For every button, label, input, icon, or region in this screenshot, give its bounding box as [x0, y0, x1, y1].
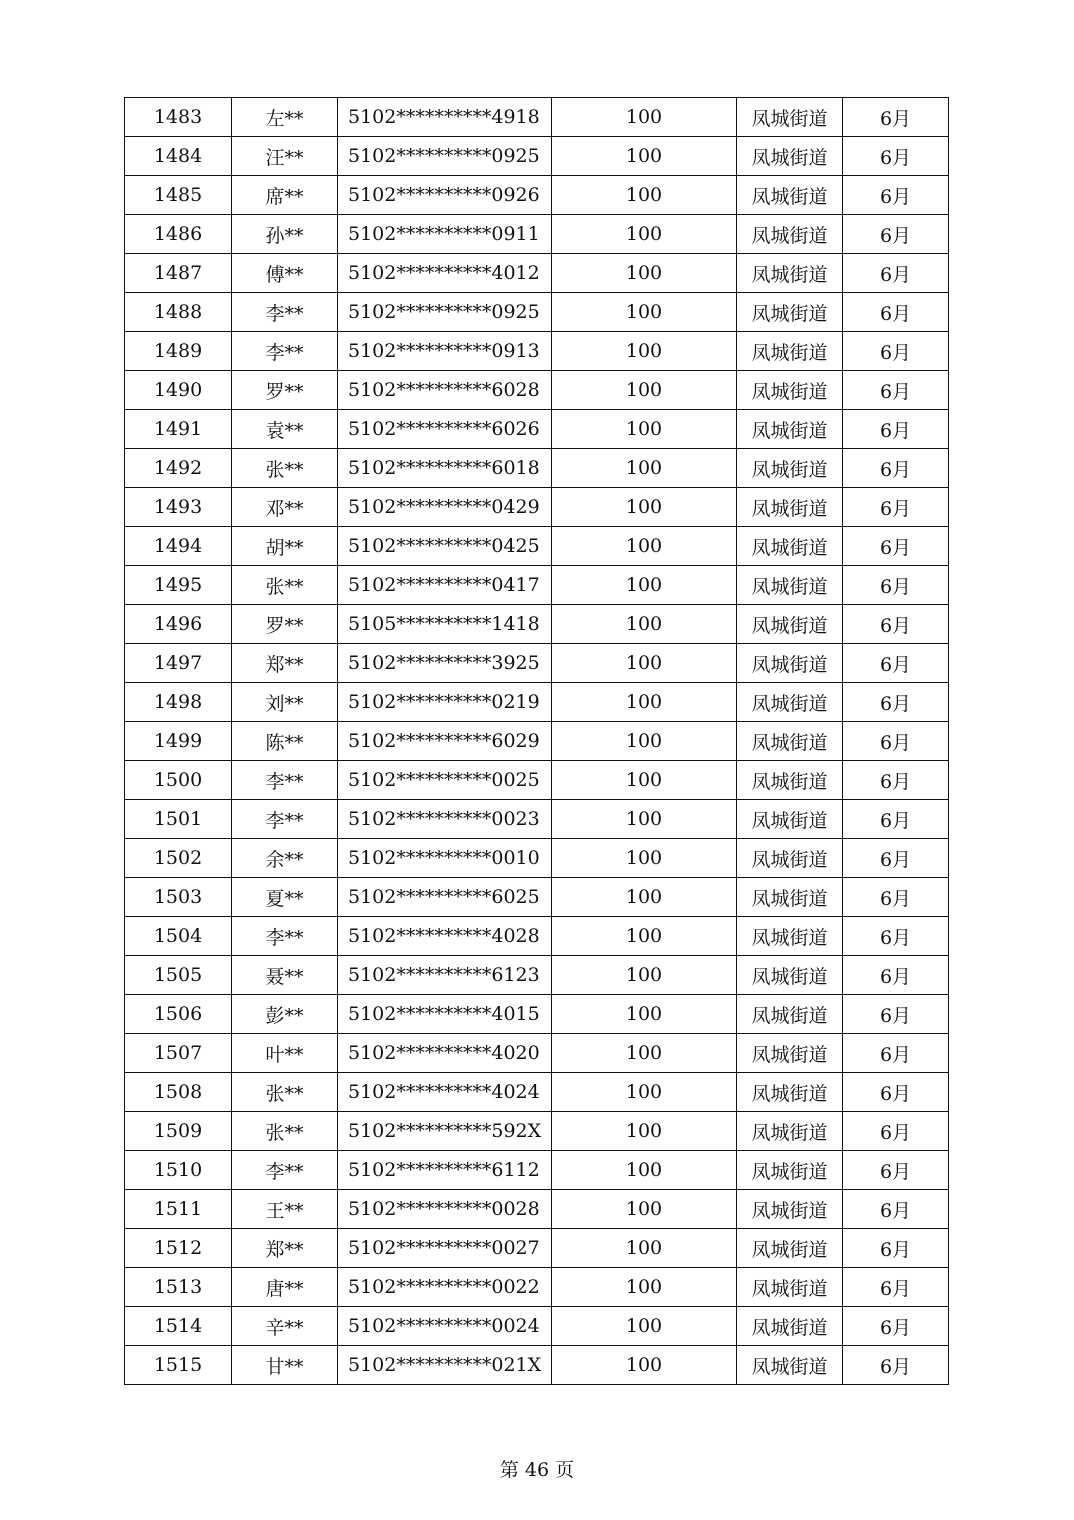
table-row [125, 176, 949, 215]
month-cell: 6月 [843, 254, 949, 293]
table-row [125, 644, 949, 683]
month-cell: 6月 [843, 371, 949, 410]
table-row [125, 449, 949, 488]
person-name-cell: 叶** [232, 1034, 338, 1073]
street-cell: 凤城街道 [737, 371, 843, 410]
row-number-cell: 1494 [125, 527, 232, 566]
id-number-cell: 5102**********0023 [338, 800, 552, 839]
person-name-cell: 夏** [232, 878, 338, 917]
street-cell: 凤城街道 [737, 1112, 843, 1151]
row-number-cell: 1490 [125, 371, 232, 410]
street-cell: 凤城街道 [737, 566, 843, 605]
person-name-cell: 傅** [232, 254, 338, 293]
table-row [125, 1073, 949, 1112]
id-number-cell: 5102**********0010 [338, 839, 552, 878]
street-cell: 凤城街道 [737, 1307, 843, 1346]
row-number-cell: 1507 [125, 1034, 232, 1073]
street-cell: 凤城街道 [737, 1151, 843, 1190]
month-cell: 6月 [843, 1073, 949, 1112]
amount-cell: 100 [552, 215, 737, 254]
month-cell: 6月 [843, 410, 949, 449]
row-number-cell: 1503 [125, 878, 232, 917]
table-row [125, 488, 949, 527]
id-number-cell: 5102**********4015 [338, 995, 552, 1034]
month-cell: 6月 [843, 605, 949, 644]
id-number-cell: 5102**********4012 [338, 254, 552, 293]
amount-cell: 100 [552, 293, 737, 332]
month-cell: 6月 [843, 1190, 949, 1229]
month-cell: 6月 [843, 644, 949, 683]
month-cell: 6月 [843, 1151, 949, 1190]
month-cell: 6月 [843, 917, 949, 956]
month-cell: 6月 [843, 800, 949, 839]
amount-cell: 100 [552, 371, 737, 410]
person-name-cell: 甘** [232, 1346, 338, 1385]
row-number-cell: 1509 [125, 1112, 232, 1151]
row-number-cell: 1484 [125, 137, 232, 176]
person-name-cell: 胡** [232, 527, 338, 566]
street-cell: 凤城街道 [737, 761, 843, 800]
month-cell: 6月 [843, 1229, 949, 1268]
street-cell: 凤城街道 [737, 605, 843, 644]
id-number-cell: 5102**********0025 [338, 761, 552, 800]
month-cell: 6月 [843, 137, 949, 176]
street-cell: 凤城街道 [737, 839, 843, 878]
table-row [125, 956, 949, 995]
id-number-cell: 5102**********0429 [338, 488, 552, 527]
amount-cell: 100 [552, 956, 737, 995]
person-name-cell: 席** [232, 176, 338, 215]
amount-cell: 100 [552, 1190, 737, 1229]
row-number-cell: 1495 [125, 566, 232, 605]
month-cell: 6月 [843, 1034, 949, 1073]
row-number-cell: 1514 [125, 1307, 232, 1346]
row-number-cell: 1504 [125, 917, 232, 956]
row-number-cell: 1513 [125, 1268, 232, 1307]
amount-cell: 100 [552, 410, 737, 449]
street-cell: 凤城街道 [737, 1073, 843, 1112]
month-cell: 6月 [843, 293, 949, 332]
table-row [125, 1346, 949, 1385]
person-name-cell: 郑** [232, 644, 338, 683]
table-row [125, 137, 949, 176]
person-name-cell: 陈** [232, 722, 338, 761]
amount-cell: 100 [552, 254, 737, 293]
row-number-cell: 1491 [125, 410, 232, 449]
person-name-cell: 孙** [232, 215, 338, 254]
person-name-cell: 李** [232, 800, 338, 839]
amount-cell: 100 [552, 527, 737, 566]
row-number-cell: 1498 [125, 683, 232, 722]
month-cell: 6月 [843, 1346, 949, 1385]
table-row [125, 722, 949, 761]
id-number-cell: 5102**********0417 [338, 566, 552, 605]
id-number-cell: 5102**********4024 [338, 1073, 552, 1112]
id-number-cell: 5102**********0028 [338, 1190, 552, 1229]
table-row [125, 566, 949, 605]
data-table [124, 97, 949, 1385]
month-cell: 6月 [843, 722, 949, 761]
amount-cell: 100 [552, 605, 737, 644]
amount-cell: 100 [552, 332, 737, 371]
id-number-cell: 5102**********0022 [338, 1268, 552, 1307]
table-row [125, 410, 949, 449]
street-cell: 凤城街道 [737, 956, 843, 995]
amount-cell: 100 [552, 917, 737, 956]
month-cell: 6月 [843, 761, 949, 800]
street-cell: 凤城街道 [737, 1190, 843, 1229]
table-row [125, 98, 949, 137]
person-name-cell: 张** [232, 1073, 338, 1112]
table-row [125, 800, 949, 839]
id-number-cell: 5102**********0925 [338, 137, 552, 176]
month-cell: 6月 [843, 1268, 949, 1307]
amount-cell: 100 [552, 995, 737, 1034]
id-number-cell: 5105**********1418 [338, 605, 552, 644]
street-cell: 凤城街道 [737, 215, 843, 254]
month-cell: 6月 [843, 956, 949, 995]
id-number-cell: 5102**********021X [338, 1346, 552, 1385]
table-row [125, 371, 949, 410]
table-row [125, 683, 949, 722]
amount-cell: 100 [552, 449, 737, 488]
row-number-cell: 1497 [125, 644, 232, 683]
person-name-cell: 张** [232, 566, 338, 605]
row-number-cell: 1483 [125, 98, 232, 137]
street-cell: 凤城街道 [737, 995, 843, 1034]
street-cell: 凤城街道 [737, 1346, 843, 1385]
id-number-cell: 5102**********3925 [338, 644, 552, 683]
table-row [125, 917, 949, 956]
person-name-cell: 罗** [232, 371, 338, 410]
row-number-cell: 1496 [125, 605, 232, 644]
table-row [125, 1229, 949, 1268]
person-name-cell: 李** [232, 1151, 338, 1190]
id-number-cell: 5102**********6123 [338, 956, 552, 995]
person-name-cell: 袁** [232, 410, 338, 449]
row-number-cell: 1508 [125, 1073, 232, 1112]
amount-cell: 100 [552, 1112, 737, 1151]
table-row [125, 293, 949, 332]
person-name-cell: 李** [232, 293, 338, 332]
row-number-cell: 1501 [125, 800, 232, 839]
table-row [125, 215, 949, 254]
id-number-cell: 5102**********6112 [338, 1151, 552, 1190]
amount-cell: 100 [552, 800, 737, 839]
amount-cell: 100 [552, 137, 737, 176]
id-number-cell: 5102**********0911 [338, 215, 552, 254]
row-number-cell: 1506 [125, 995, 232, 1034]
id-number-cell: 5102**********0027 [338, 1229, 552, 1268]
id-number-cell: 5102**********6025 [338, 878, 552, 917]
person-name-cell: 唐** [232, 1268, 338, 1307]
id-number-cell: 5102**********4028 [338, 917, 552, 956]
month-cell: 6月 [843, 176, 949, 215]
amount-cell: 100 [552, 488, 737, 527]
table-row [125, 1268, 949, 1307]
month-cell: 6月 [843, 449, 949, 488]
person-name-cell: 余** [232, 839, 338, 878]
table-row [125, 761, 949, 800]
amount-cell: 100 [552, 98, 737, 137]
id-number-cell: 5102**********592X [338, 1112, 552, 1151]
row-number-cell: 1515 [125, 1346, 232, 1385]
month-cell: 6月 [843, 878, 949, 917]
month-cell: 6月 [843, 995, 949, 1034]
row-number-cell: 1502 [125, 839, 232, 878]
amount-cell: 100 [552, 566, 737, 605]
id-number-cell: 5102**********6018 [338, 449, 552, 488]
table-row [125, 254, 949, 293]
id-number-cell: 5102**********0926 [338, 176, 552, 215]
street-cell: 凤城街道 [737, 683, 843, 722]
person-name-cell: 张** [232, 1112, 338, 1151]
street-cell: 凤城街道 [737, 1229, 843, 1268]
table-row [125, 839, 949, 878]
amount-cell: 100 [552, 176, 737, 215]
table-body [125, 98, 949, 1385]
amount-cell: 100 [552, 839, 737, 878]
amount-cell: 100 [552, 1229, 737, 1268]
id-number-cell: 5102**********0425 [338, 527, 552, 566]
table-row [125, 878, 949, 917]
id-number-cell: 5102**********0913 [338, 332, 552, 371]
person-name-cell: 王** [232, 1190, 338, 1229]
row-number-cell: 1486 [125, 215, 232, 254]
month-cell: 6月 [843, 332, 949, 371]
row-number-cell: 1499 [125, 722, 232, 761]
street-cell: 凤城街道 [737, 254, 843, 293]
row-number-cell: 1488 [125, 293, 232, 332]
street-cell: 凤城街道 [737, 488, 843, 527]
street-cell: 凤城街道 [737, 800, 843, 839]
amount-cell: 100 [552, 644, 737, 683]
amount-cell: 100 [552, 878, 737, 917]
amount-cell: 100 [552, 1346, 737, 1385]
table-row [125, 332, 949, 371]
street-cell: 凤城街道 [737, 410, 843, 449]
amount-cell: 100 [552, 1151, 737, 1190]
row-number-cell: 1505 [125, 956, 232, 995]
table-row [125, 1034, 949, 1073]
amount-cell: 100 [552, 761, 737, 800]
amount-cell: 100 [552, 722, 737, 761]
street-cell: 凤城街道 [737, 917, 843, 956]
street-cell: 凤城街道 [737, 878, 843, 917]
street-cell: 凤城街道 [737, 98, 843, 137]
id-number-cell: 5102**********0925 [338, 293, 552, 332]
person-name-cell: 李** [232, 917, 338, 956]
person-name-cell: 辛** [232, 1307, 338, 1346]
row-number-cell: 1485 [125, 176, 232, 215]
table-row [125, 995, 949, 1034]
amount-cell: 100 [552, 1307, 737, 1346]
person-name-cell: 李** [232, 332, 338, 371]
person-name-cell: 左** [232, 98, 338, 137]
row-number-cell: 1493 [125, 488, 232, 527]
month-cell: 6月 [843, 215, 949, 254]
table-row [125, 605, 949, 644]
street-cell: 凤城街道 [737, 527, 843, 566]
person-name-cell: 汪** [232, 137, 338, 176]
id-number-cell: 5102**********4918 [338, 98, 552, 137]
row-number-cell: 1492 [125, 449, 232, 488]
table-row [125, 1151, 949, 1190]
street-cell: 凤城街道 [737, 722, 843, 761]
person-name-cell: 刘** [232, 683, 338, 722]
row-number-cell: 1511 [125, 1190, 232, 1229]
amount-cell: 100 [552, 683, 737, 722]
month-cell: 6月 [843, 1307, 949, 1346]
person-name-cell: 李** [232, 761, 338, 800]
table-row [125, 1112, 949, 1151]
month-cell: 6月 [843, 527, 949, 566]
row-number-cell: 1510 [125, 1151, 232, 1190]
street-cell: 凤城街道 [737, 176, 843, 215]
id-number-cell: 5102**********6026 [338, 410, 552, 449]
street-cell: 凤城街道 [737, 293, 843, 332]
amount-cell: 100 [552, 1073, 737, 1112]
row-number-cell: 1512 [125, 1229, 232, 1268]
street-cell: 凤城街道 [737, 1268, 843, 1307]
month-cell: 6月 [843, 839, 949, 878]
street-cell: 凤城街道 [737, 137, 843, 176]
person-name-cell: 彭** [232, 995, 338, 1034]
row-number-cell: 1500 [125, 761, 232, 800]
id-number-cell: 5102**********0219 [338, 683, 552, 722]
table-row [125, 527, 949, 566]
street-cell: 凤城街道 [737, 1034, 843, 1073]
street-cell: 凤城街道 [737, 644, 843, 683]
person-name-cell: 邓** [232, 488, 338, 527]
table-row [125, 1190, 949, 1229]
amount-cell: 100 [552, 1268, 737, 1307]
person-name-cell: 郑** [232, 1229, 338, 1268]
row-number-cell: 1489 [125, 332, 232, 371]
month-cell: 6月 [843, 683, 949, 722]
street-cell: 凤城街道 [737, 449, 843, 488]
row-number-cell: 1487 [125, 254, 232, 293]
id-number-cell: 5102**********4020 [338, 1034, 552, 1073]
page-number: 第 46 页 [499, 1459, 575, 1481]
month-cell: 6月 [843, 1112, 949, 1151]
month-cell: 6月 [843, 98, 949, 137]
id-number-cell: 5102**********6029 [338, 722, 552, 761]
table-row [125, 1307, 949, 1346]
id-number-cell: 5102**********6028 [338, 371, 552, 410]
month-cell: 6月 [843, 566, 949, 605]
street-cell: 凤城街道 [737, 332, 843, 371]
month-cell: 6月 [843, 488, 949, 527]
person-name-cell: 张** [232, 449, 338, 488]
person-name-cell: 聂** [232, 956, 338, 995]
id-number-cell: 5102**********0024 [338, 1307, 552, 1346]
person-name-cell: 罗** [232, 605, 338, 644]
amount-cell: 100 [552, 1034, 737, 1073]
